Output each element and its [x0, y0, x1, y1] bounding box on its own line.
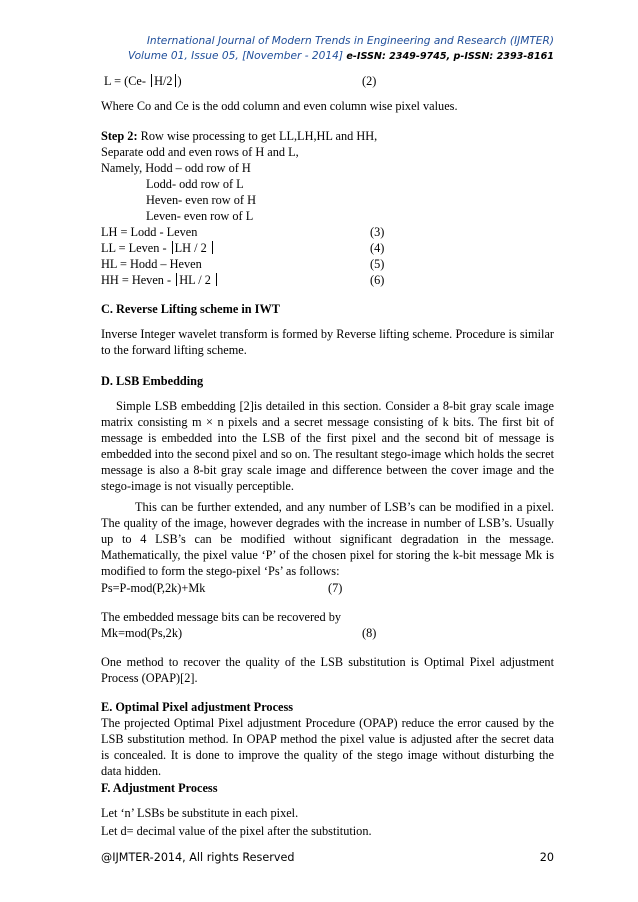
opap-paragraph: One method to recover the quality of the LSB substitution is Optimal Pixel adjustment Process (OPAP)[2].	[101, 655, 554, 685]
separate-text: Separate odd and even rows of H and L,	[101, 145, 299, 159]
equation-2-number: (2)	[362, 74, 377, 88]
equation-2-close: )	[177, 74, 182, 88]
section-f-heading: F. Adjustment Process	[101, 781, 218, 795]
where-text: Where Co and Ce is the odd column and even column wise pixel values.	[101, 99, 458, 113]
section-c-heading: C. Reverse Lifting scheme in IWT	[101, 302, 280, 316]
journal-volume: Volume 01, Issue 05, [November - 2014]	[127, 50, 344, 62]
step2-line	[101, 129, 554, 145]
equation-4-term: LH / 2	[174, 241, 207, 255]
step2-label: Step 2:	[101, 129, 138, 143]
section-d-paragraph-2: This can be further extended, and any number of LSB’s can be modified in a pixel. The quality of the image, however degrades with the increase in number of LSB’s. Usually up to 4 LSB’s can be modified without significant degradation in the message. Mathematically, the pixel value ‘P’ of the chosen pixel for storing the k-bit message Mk is modified to form the stego-pixel ‘Ps’ as follows:	[101, 500, 554, 578]
equation-6-number: (6)	[370, 273, 385, 287]
section-d-heading: D. LSB Embedding	[101, 374, 204, 388]
section-c-paragraph: Inverse Integer wavelet transform is formed by Reverse lifting scheme. Procedure is similar to the forward lifting scheme.	[101, 327, 554, 357]
equation-8-number: (8)	[362, 626, 377, 640]
equation-2	[104, 74, 182, 89]
equation-6	[101, 273, 219, 288]
abs-bar	[176, 273, 177, 286]
abs-bar	[175, 74, 176, 87]
page-header	[0, 34, 638, 64]
equation-6-term: HL / 2	[179, 273, 211, 287]
abs-bar	[172, 241, 173, 254]
section-e-paragraph: The projected Optimal Pixel adjustment Procedure (OPAP) reduce the error caused by the LSB substitution method. In OPAP method the pixel value is adjusted after the secret data is concealed. It is done to improve the quality of the stego image without disturbing the data hidden.	[101, 716, 554, 778]
equation-4	[101, 241, 215, 256]
abs-bar	[212, 241, 213, 254]
section-e-heading: E. Optimal Pixel adjustment Process	[101, 700, 294, 714]
equation-7-number: (7)	[328, 581, 343, 595]
journal-issn: e-ISSN: 2349-9745, p-ISSN: 2393-8161	[346, 51, 554, 62]
abs-bar	[216, 273, 217, 286]
equation-5-number: (5)	[370, 257, 385, 271]
page-number: 20	[539, 851, 554, 864]
page-footer	[101, 851, 554, 864]
equation-6-lhs: HH = Heven -	[101, 273, 172, 287]
journal-volume-line	[0, 49, 638, 64]
recover-text: The embedded message bits can be recovered by	[101, 610, 342, 624]
let-d-text: Let d= decimal value of the pixel after the substitution.	[101, 824, 372, 838]
lodd-text: Lodd- odd row of L	[146, 177, 244, 191]
equation-7: Ps=P-mod(P,2k)+Mk	[101, 581, 206, 595]
equation-4-number: (4)	[370, 241, 385, 255]
equation-8: Mk=mod(Ps,2k)	[101, 626, 183, 640]
equation-4-lhs: LL = Leven -	[101, 241, 167, 255]
equation-2-lhs: L = (Ce-	[104, 74, 146, 88]
footer-copyright: @IJMTER-2014, All rights Reserved	[101, 851, 295, 864]
equation-5: HL = Hodd – Heven	[101, 257, 202, 271]
journal-title: International Journal of Modern Trends in Engineering and Research (IJMTER)	[146, 35, 554, 47]
namely-text: Namely, Hodd – odd row of H	[101, 161, 251, 175]
leven-text: Leven- even row of L	[146, 209, 254, 223]
abs-bar	[151, 74, 152, 87]
equation-2-term: H/2	[154, 74, 173, 88]
heven-text: Heven- even row of H	[146, 193, 256, 207]
let-n-text: Let ‘n’ LSBs be substitute in each pixel.	[101, 806, 299, 820]
section-d-paragraph-1: Simple LSB embedding [2]is detailed in this section. Consider a 8-bit gray scale image matrix consisting m × n pixels and a secret message consisting of k bits. The first bit of message is embedded into the LSB of the first pixel and the second bit of message is embedded into the second pixel and so on. The resultant stego-image which holds the secret message is also a 8-bit gray scale image and difference between the cover image and the stego-image is not visually perceptible.	[101, 399, 554, 493]
step2-text: Row wise processing to get LL,LH,HL and HH,	[137, 129, 378, 143]
equation-3-number: (3)	[370, 225, 385, 239]
equation-3: LH = Lodd - Leven	[101, 225, 198, 239]
